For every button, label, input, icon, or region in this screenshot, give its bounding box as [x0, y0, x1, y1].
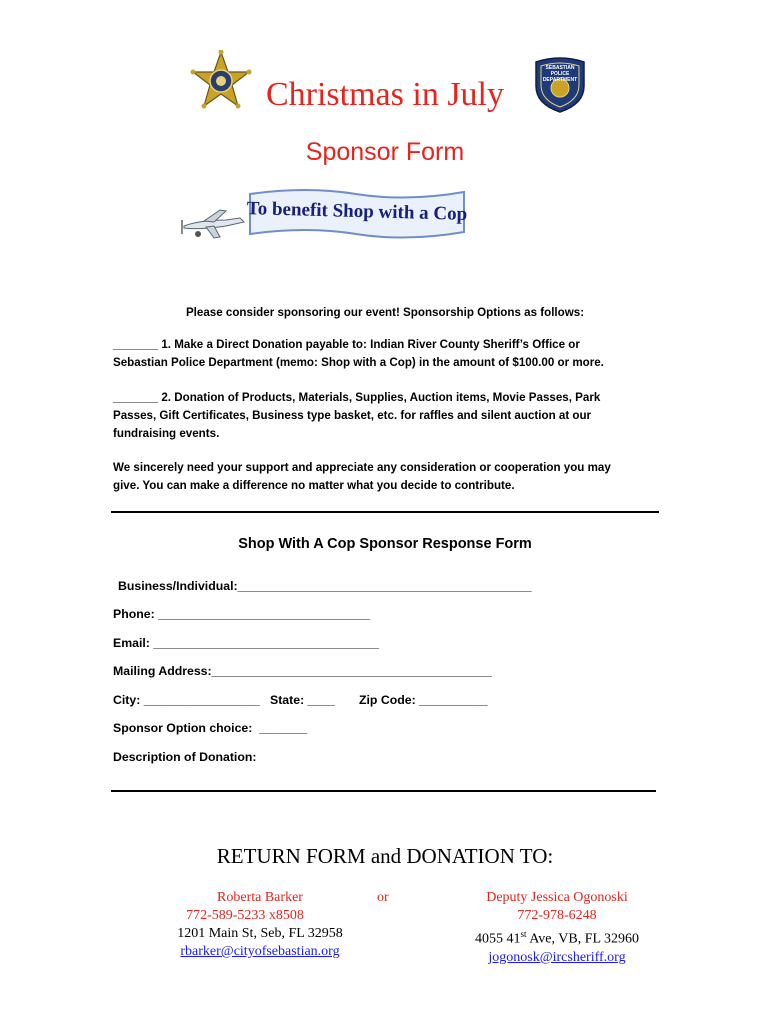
option-2-line-1: _______ 2. Donation of Products, Materials, Supplies, Auction items, Movie Passes, Park [113, 391, 601, 404]
page-title: Christmas in July [265, 76, 505, 113]
option-1 [113, 336, 673, 372]
option-1-line-1: _______ 1. Make a Direct Donation payable to: Indian River County Sheriff’s Office or [113, 338, 580, 351]
police-badge-text: SEBASTIAN POLICE DEPARTMENT [542, 65, 578, 83]
city-field[interactable]: City: _________________ [113, 693, 261, 707]
closing-line-1: We sincerely need your support and appreciate any consideration or cooperation you may [113, 461, 611, 474]
airplane-icon [180, 206, 248, 242]
banner-ribbon [246, 186, 468, 242]
response-form-heading: Shop With A Cop Sponsor Response Form [238, 536, 532, 552]
page-subtitle: Sponsor Form [305, 138, 465, 166]
email-field[interactable]: Email: _________________________________ [113, 636, 380, 650]
contact-right [447, 889, 667, 967]
contact-right-address-sup: st [520, 929, 527, 939]
intro-lead: Please consider sponsoring our event! Sponsorship Options as follows: [185, 306, 585, 319]
option-1-line-2: Sebastian Police Department (memo: Shop with a Cop) in the amount of $100.00 or more. [113, 356, 604, 369]
contact-right-address-pre: 4055 41 [474, 931, 521, 947]
description-label: Description of Donation: [113, 750, 257, 764]
business-field[interactable]: Business/Individual:___________________________________________ [118, 579, 532, 593]
contact-left-name: Roberta Barker [217, 890, 303, 905]
contact-right-phone: 772-978-6248 [517, 908, 597, 923]
contact-left-address: 1201 Main St, Seb, FL 32958 [177, 926, 343, 941]
contact-left-email[interactable]: rbarker@cityofsebastian.org [180, 944, 340, 959]
state-field[interactable]: State: ____ [270, 693, 335, 707]
contact-left-phone: 772-589-5233 x8508 [186, 908, 304, 923]
contact-right-name: Deputy Jessica Ogonoski [486, 890, 628, 905]
divider-top [111, 511, 659, 513]
return-heading: RETURN FORM and DONATION TO: [216, 844, 554, 868]
option-2-line-3: fundraising events. [113, 427, 220, 440]
option-2 [113, 389, 673, 443]
banner-text: To benefit Shop with a Cop [246, 198, 468, 225]
sponsor-option-field[interactable]: Sponsor Option choice: _______ [113, 721, 308, 735]
closing-text [113, 459, 673, 495]
contact-right-email[interactable]: jogonosk@ircsheriff.org [488, 949, 626, 965]
or-label: or [377, 890, 389, 905]
contact-left [150, 889, 370, 961]
contact-right-address-post: Ave, VB, FL 32960 [526, 931, 640, 947]
option-2-line-2: Passes, Gift Certificates, Business type basket, etc. for raffles and silent auction at our [113, 409, 592, 422]
contact-right-address [447, 925, 667, 949]
zip-code-field[interactable]: Zip Code: __________ [359, 693, 488, 707]
description-line[interactable] [111, 790, 656, 792]
mailing-address-field[interactable]: Mailing Address:_________________________________________ [113, 664, 493, 678]
closing-line-2: give. You can make a difference no matter what you decide to contribute. [113, 479, 515, 492]
phone-field[interactable]: Phone: _______________________________ [113, 607, 371, 621]
